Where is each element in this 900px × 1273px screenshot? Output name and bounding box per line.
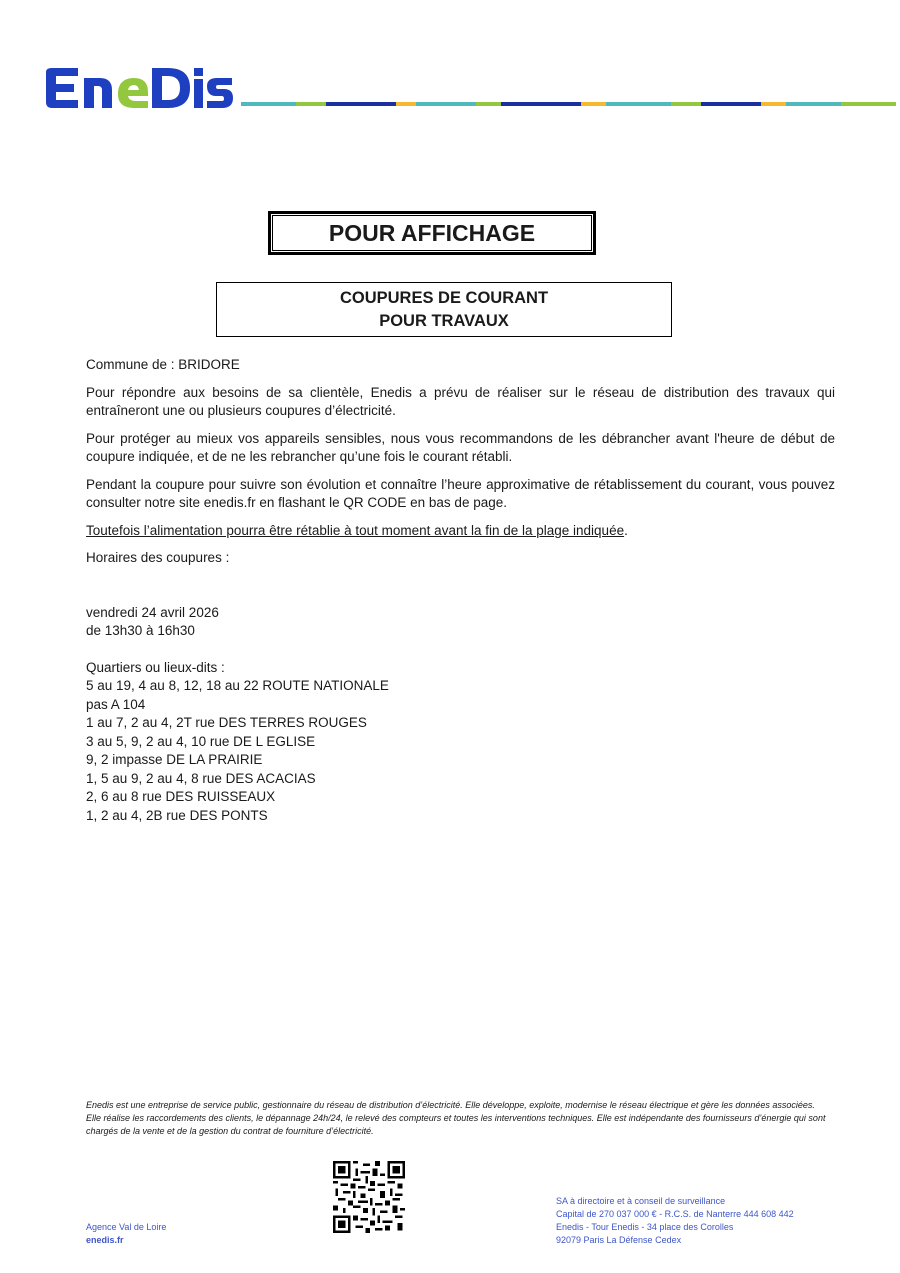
commune: Commune de : BRIDORE	[86, 357, 240, 372]
legal-line: SA à directoire et à conseil de surveillance	[556, 1196, 726, 1206]
place-item: 2, 6 au 8 rue DES RUISSEAUX	[86, 789, 276, 804]
disclaimer: Enedis est une entreprise de service public, gestionnaire du réseau de distribution d’électricité. Elle développe, exploite, modernise le réseau électrique et gère les données associées. Elle réalise les raccordements des clients, le dépannage 24h/24, le relevé des compteurs et toutes les interventions techniques. Elle est indépendante des fournisseurs d’énergie qui sont chargés de la vente et de la gestion du contrat de fourniture d’électricité.	[86, 1100, 826, 1136]
qr-code[interactable]	[333, 1161, 405, 1233]
title-box	[270, 213, 594, 253]
paragraph-works: Pour répondre aux besoins de sa clientèle, Enedis a prévu de réaliser sur le réseau de distribution des travaux qui entraîneront une ou plusieurs coupures d’électricité.	[86, 384, 835, 418]
footer-agency	[86, 1221, 166, 1247]
legal-line: Enedis - Tour Enedis - 34 place des Corolles	[556, 1222, 734, 1232]
places-label: Quartiers ou lieux-dits :	[86, 659, 225, 675]
places-list	[86, 659, 835, 826]
paragraph-follow: Pendant la coupure pour suivre son évolution et connaître l’heure approximative de rétablissement du courant, vous pouvez consulter notre site enedis.fr en flashant le QR CODE en bas de page.	[86, 476, 835, 510]
legal-line: Capital de 270 037 000 € - R.C.S. de Nanterre 444 608 442	[556, 1209, 794, 1219]
subtitle-line-1: COUPURES DE COURANT	[339, 288, 549, 307]
place-item: 1 au 7, 2 au 4, 2T rue DES TERRES ROUGES	[86, 715, 367, 730]
outage-date: vendredi 24 avril 2026	[86, 604, 219, 620]
place-item: pas A 104	[86, 696, 146, 712]
page-title: POUR AFFICHAGE	[328, 219, 536, 246]
schedule	[86, 604, 835, 641]
place-item: 1, 2 au 4, 2B rue DES PONTS	[86, 807, 268, 823]
paragraph-protect: Pour protéger au mieux vos appareils sensibles, nous vous recommandons de les débrancher avant l'heure de début de coupure indiquée, et de ne les rebrancher qu’une fois le courant rétabli.	[86, 430, 835, 464]
place-item: 3 au 5, 9, 2 au 4, 10 rue DE L EGLISE	[86, 733, 316, 749]
subtitle-line-2: POUR TRAVAUX	[379, 311, 509, 330]
website-link[interactable]: enedis.fr	[86, 1235, 124, 1245]
schedule-label: Horaires des coupures :	[86, 550, 230, 565]
enedis-logo	[44, 66, 234, 110]
paragraph-restore	[86, 522, 835, 541]
notice-body	[86, 356, 835, 825]
agency-name: Agence Val de Loire	[86, 1222, 167, 1232]
restore-note: Toutefois l’alimentation pourra être rétablie à tout moment avant la fin de la plage indiquée	[86, 522, 625, 538]
place-item: 1, 5 au 9, 2 au 4, 8 rue DES ACACIAS	[86, 770, 316, 786]
footer-legal	[556, 1195, 794, 1247]
legal-line: 92079 Paris La Défense Cedex	[556, 1235, 682, 1245]
place-item: 9, 2 impasse DE LA PRAIRIE	[86, 752, 263, 767]
place-item: 5 au 19, 4 au 8, 12, 18 au 22 ROUTE NATIONALE	[86, 678, 389, 693]
subtitle-box	[216, 282, 672, 337]
restore-note-end: .	[624, 522, 628, 538]
outage-time: de 13h30 à 16h30	[86, 623, 195, 638]
header-decorative-line	[241, 102, 896, 106]
